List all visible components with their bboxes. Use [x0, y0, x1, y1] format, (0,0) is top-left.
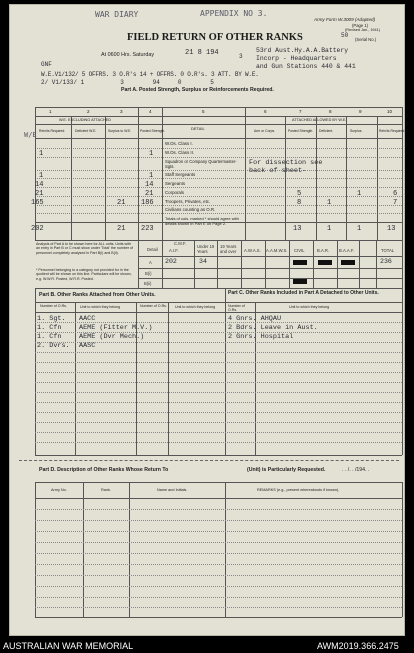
analysis-head-total: TOTAL — [381, 248, 395, 253]
we-line-1: W.E.V1/132/ 5 OFFRS. 3 O.R's 14 + OFFRS. 0 O.R's. 3 ATT. BY W.E. — [41, 71, 259, 78]
part-c-title: Part C. Other Ranks Included in Part A Detached to Other Units. — [228, 290, 379, 296]
head-arm-corps: Arm or Corps. — [254, 129, 276, 133]
gnf-code: GNF — [41, 61, 52, 68]
we-line-2: 2/ V1/133/ 1 3 94 0 5 — [41, 79, 214, 86]
cell-c1-sgt: 14 — [35, 181, 44, 189]
analysis-head-19over: 19 Years and over — [220, 244, 237, 254]
analysis-head-aamws: A.A.M.W.S. — [266, 248, 288, 253]
head-reinforcements: Rein/ts Required. — [39, 129, 66, 133]
row-detail-totals: Totals of cols. marked * should agree with details shown in Part E on Page 2. — [165, 216, 239, 226]
serial-value: 50 — [341, 32, 349, 39]
tear-line — [19, 460, 399, 461]
cell-c4-cpl: 21 — [145, 190, 154, 198]
analysis-head-baaf: B.A.A.F. — [339, 248, 355, 253]
cell-c7-cpl: 5 — [297, 190, 302, 198]
appendix-stamp: APPENDIX NO 3. — [200, 9, 268, 18]
part-b-head-unit: Unit to which they belong — [80, 305, 121, 309]
col-num-8: 8 — [329, 109, 332, 114]
row-detail-pte: Troopers, Privates, etc. — [165, 199, 211, 204]
cell-c10-cpl: 6 — [393, 190, 398, 198]
form-title: FIELD RETURN OF OTHER RANKS — [127, 32, 303, 43]
cell-c10-pte: 7 — [393, 199, 398, 207]
col-num-6: 6 — [264, 109, 267, 114]
archive-credit: AUSTRALIAN WAR MEMORIAL — [3, 641, 134, 651]
cell-c4-total: 223 — [141, 225, 154, 233]
attached-head: ATTACHED ALLOWED BY W.E. — [292, 118, 347, 122]
serial-label: (Serial No.) — [355, 37, 377, 42]
cell-c8-pte: 1 — [327, 199, 332, 207]
col-num-10: 10 — [387, 109, 393, 114]
redaction-mark — [293, 260, 307, 265]
analysis-head-aif: A.I.F. — [169, 248, 179, 253]
part-d-head-remarks: REMARKS (e.g., present whereabouts if known). — [257, 488, 340, 492]
part-d-head-name: Name and Initials. — [157, 488, 188, 492]
head-posted: Posted Strength. — [140, 129, 166, 133]
part-b-title: Part B. Other Ranks Attached from Other Units. — [39, 292, 156, 298]
revised-label: (Revised Jan., 1941) — [345, 28, 381, 32]
head-posted-att: Posted Strength. — [288, 129, 314, 133]
part-d-head-army-no: Army No. — [51, 488, 67, 492]
unit-name-line-1: 53rd Aust.Hy.A.A.Battery — [256, 47, 349, 54]
row-detail-ssgt: Staff Sergeants — [165, 172, 196, 177]
part-a-title: Part A. Posted Strength, Surplus or Reinforcements Required. — [121, 87, 274, 93]
part-d-head-rank: Rank. — [101, 488, 111, 492]
analysis-total-value: 236 — [380, 258, 392, 265]
analysis-row-detail: Detail — [147, 247, 158, 252]
detail-head: DETAIL — [191, 126, 205, 131]
analysis-note: Analysis of Part A to be shown here for ALL units. Units with an entry in Part B or C must show under 'Total' the number of personnel completely analysed in Part B(i) and B(ii). — [36, 242, 134, 255]
return-year: 3 — [239, 53, 243, 60]
col-num-5: 5 — [202, 109, 205, 114]
analysis-head-awas: A.W.A.S. — [244, 248, 261, 253]
cell-c9-total: 1 — [357, 225, 362, 233]
part-b-num-3: 1. Cfn — [37, 333, 62, 341]
part-c-entry-2: 2 Bdrs. Leave in Aust. — [228, 324, 318, 332]
redaction-mark — [341, 260, 355, 265]
return-date: 21 8 194 — [185, 49, 219, 57]
part-d-title: Part D. Description of Other Ranks Whose Return To — [39, 467, 169, 473]
cell-c1-cpl: 21 — [35, 190, 44, 198]
redaction-mark — [293, 279, 307, 284]
part-b-unit-4: AASC — [79, 342, 96, 350]
part-b-head-num-2: Number of O.Rs. — [140, 304, 167, 308]
col-num-3: 3 — [120, 109, 123, 114]
form-sheet — [9, 4, 405, 636]
cell-c3-pte: 21 — [117, 199, 126, 207]
war-diary-stamp: WAR DIARY — [95, 10, 139, 19]
cell-c8-total: 1 — [327, 225, 332, 233]
unit-name-line-3: and Gun Stations 440 & 441 — [256, 63, 356, 70]
image-caption-bar — [0, 640, 414, 653]
cell-c9-cpl: 1 — [357, 190, 362, 198]
part-d-date: . . /. . /194. . — [342, 467, 370, 473]
cell-c1-pte: 165 — [31, 199, 44, 207]
part-d-title-2: (Unit) is Particularly Requested. — [247, 467, 326, 473]
redaction-mark — [318, 260, 332, 265]
cell-c3-total: 21 — [117, 225, 126, 233]
head-deficient-att: Deficient. — [319, 129, 334, 133]
part-b-unit-1: AACC — [79, 315, 96, 323]
col-num-7: 7 — [299, 109, 302, 114]
col-num-1: 1 — [49, 109, 52, 114]
analysis-row-b2: B(ii) — [144, 281, 152, 286]
cell-c4-sgt: 14 — [145, 181, 154, 189]
head-surplus-att: Surplus. — [350, 129, 363, 133]
cell-c1-wo2: 1 — [39, 150, 44, 158]
col-num-4: 4 — [149, 109, 152, 114]
part-b-num-4: 2. Dvrs. — [37, 342, 70, 350]
cell-c1-ssgt: 1 — [39, 172, 44, 180]
row-detail-wo1: W.Os. Class I. — [165, 141, 193, 146]
part-b-num-2: 1. Cfn — [37, 324, 62, 332]
analysis-head-civil: CIVIL — [294, 248, 305, 253]
analysis-head-cmf: C.M.F. — [174, 241, 187, 246]
row-detail-cpl: Corporals — [165, 190, 185, 195]
cell-c1-total: 202 — [31, 225, 44, 233]
cell-c4-wo2: 1 — [149, 150, 154, 158]
analysis-head-bar: B.A.R. — [317, 248, 330, 253]
unit-name-line-2: Incorp - Headquarters — [256, 55, 337, 62]
cell-c4-ssgt: 1 — [149, 172, 154, 180]
col-num-9: 9 — [359, 109, 362, 114]
army-form-number: Army Form W.3009 (Adapted) — [314, 17, 376, 22]
part-c-entry-1: 4 Gnrs. AHQAU — [228, 315, 282, 323]
row-detail-qm: Squadron or Company Quartermaster-Sgts. — [165, 159, 237, 169]
page-label: (Page 1) — [352, 23, 369, 28]
row-detail-civ: Civilians counting as O.R. — [165, 207, 216, 212]
analysis-under19-value: 34 — [199, 258, 207, 265]
row-detail-wo2: W.Os. Class II. — [165, 150, 195, 155]
part-c-head-unit: Unit to which they belong — [289, 305, 330, 309]
part-b-num-1: 1. Sgt. — [37, 315, 66, 323]
archive-accession-number: AWM2019.366.2475 — [317, 641, 399, 651]
we-margin-note: W/E — [24, 131, 37, 139]
part-c-head-num: Number of O.Rs. — [228, 304, 245, 312]
return-time: At 0600 Hrs. Saturday — [101, 52, 155, 58]
row-detail-sgt: Sergeants — [165, 181, 186, 186]
we-excluding-head: W.E. EXCLUDING ATTACHED — [59, 118, 111, 122]
cell-c7-total: 13 — [293, 225, 302, 233]
part-b-head-num: Number of O.Rs. — [40, 304, 67, 308]
part-b-unit-3: AEME (Dvr Mech.) — [79, 333, 145, 341]
head-reinf-att: Rein/ts Required. — [379, 129, 405, 133]
part-c-entry-3: 2 Gnrs. Hospital — [228, 333, 294, 341]
dissection-note: For dissection see back of sheet- — [249, 159, 323, 175]
analysis-row-b1: B(i) — [145, 271, 152, 276]
part-b-head-unit-2: Unit to which they belong — [175, 305, 216, 309]
personnel-note: * Personnel belonging to a category not provided for in the quotient will be shown on this line. Particulars will be shown, e.g. W.W.R. Posted, W.R.R. Posted. — [36, 268, 132, 281]
col-num-2: 2 — [87, 109, 90, 114]
analysis-aif-value: 202 — [165, 258, 177, 265]
cell-c10-total: 13 — [387, 225, 396, 233]
cell-c4-pte: 186 — [141, 199, 154, 207]
head-surplus: Surplus to W.E. — [108, 129, 132, 133]
cell-c7-pte: 8 — [297, 199, 302, 207]
analysis-head-under19: Under 19 Years — [197, 244, 215, 254]
analysis-row-a: A — [149, 260, 152, 265]
head-deficient: Deficient W.E. — [75, 129, 97, 133]
part-b-unit-2: AEME (Fitter M.V.) — [79, 324, 153, 332]
